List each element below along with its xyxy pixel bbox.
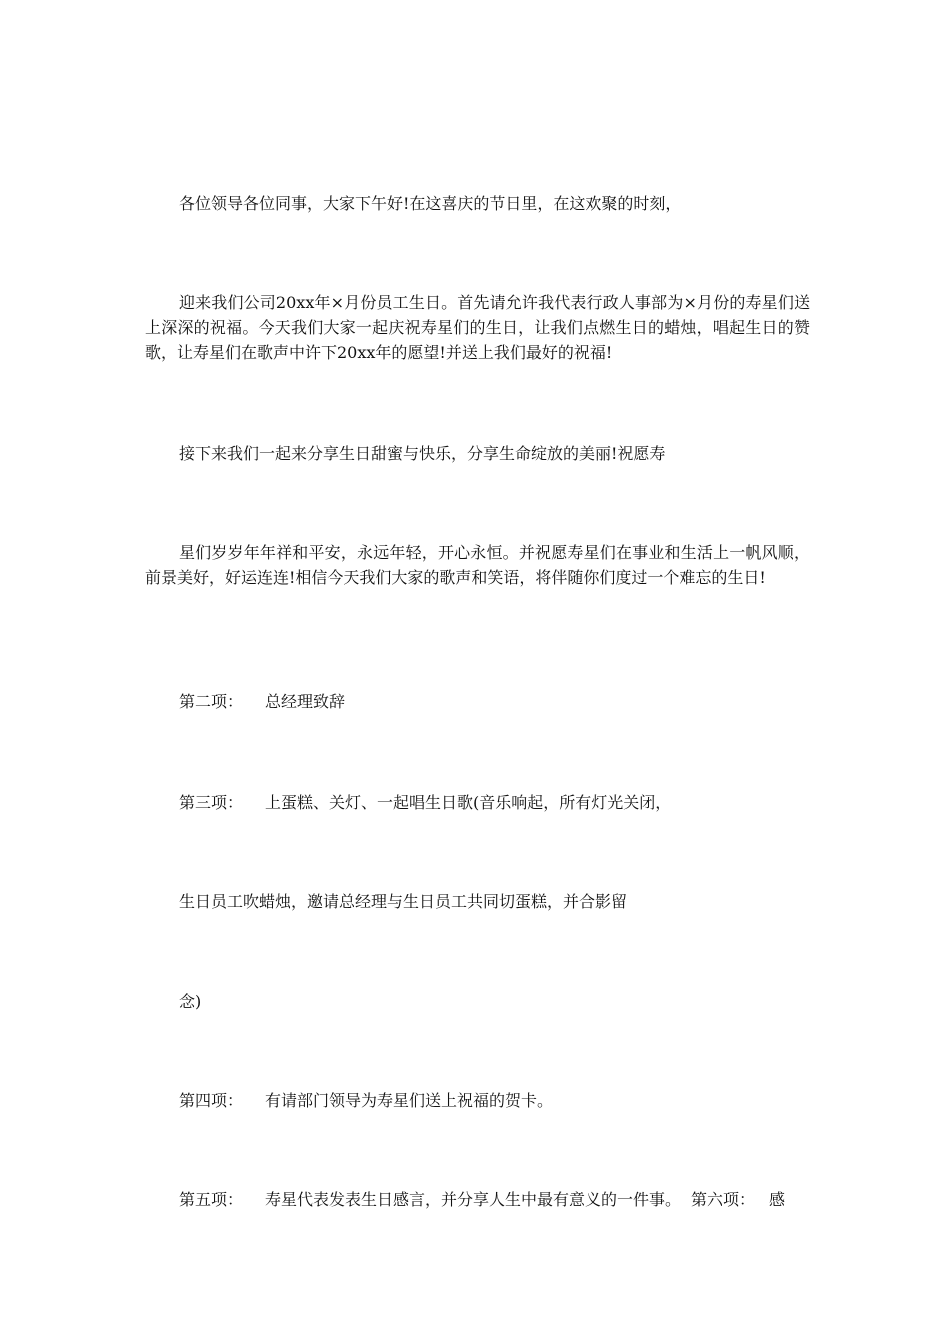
wishes-paragraph: 星们岁岁年年祥和平安，永远年轻，开心永恒。并祝愿寿星们在事业和生活上一帆风顺，前景美好，好运连连!相信今天我们大家的歌声和笑语，将伴随你们度过一个难忘的生日! — [145, 543, 810, 587]
agenda-item-2-label: 第二项： — [179, 692, 244, 711]
agenda-item-6-text: 感 — [769, 1190, 786, 1209]
agenda-item-3-text: 上蛋糕、关灯、一起唱生日歌(音乐响起，所有灯光关闭， — [265, 793, 672, 812]
agenda-item-5-label: 第五项： — [179, 1190, 244, 1209]
agenda-item-3-label: 第三项： — [179, 793, 244, 812]
agenda-item-6-label: 第六项： — [691, 1190, 756, 1209]
agenda-item-4 — [179, 1088, 553, 1113]
greeting-paragraph: 各位领导各位同事，大家下午好!在这喜庆的节日里，在这欢聚的时刻， — [179, 194, 682, 213]
sharing-paragraph: 接下来我们一起来分享生日甜蜜与快乐，分享生命绽放的美丽!祝愿寿 — [179, 444, 666, 463]
agenda-item-5 — [179, 1187, 785, 1212]
agenda-item-3-continuation-2: 念) — [179, 992, 202, 1011]
agenda-item-2-text: 总经理致辞 — [265, 692, 346, 711]
agenda-item-3 — [179, 790, 671, 815]
agenda-item-3-continuation-1: 生日员工吹蜡烛，邀请总经理与生日员工共同切蛋糕，并合影留 — [179, 892, 628, 911]
agenda-item-5-text: 寿星代表发表生日感言，并分享人生中最有意义的一件事。 — [265, 1190, 682, 1209]
agenda-item-4-text: 有请部门领导为寿星们送上祝福的贺卡。 — [265, 1091, 554, 1110]
opening-paragraph: 迎来我们公司20xx年×月份员工生日。首先请允许我代表行政人事部为×月份的寿星们送上深深的祝福。今天我们大家一起庆祝寿星们的生日，让我们点燃生日的蜡烛，唱起生日的赞歌，让寿星们在歌声中许下20xx年的愿望!并送上我们最好的祝福! — [145, 293, 810, 362]
agenda-item-2 — [179, 689, 345, 714]
agenda-item-4-label: 第四项： — [179, 1091, 244, 1110]
